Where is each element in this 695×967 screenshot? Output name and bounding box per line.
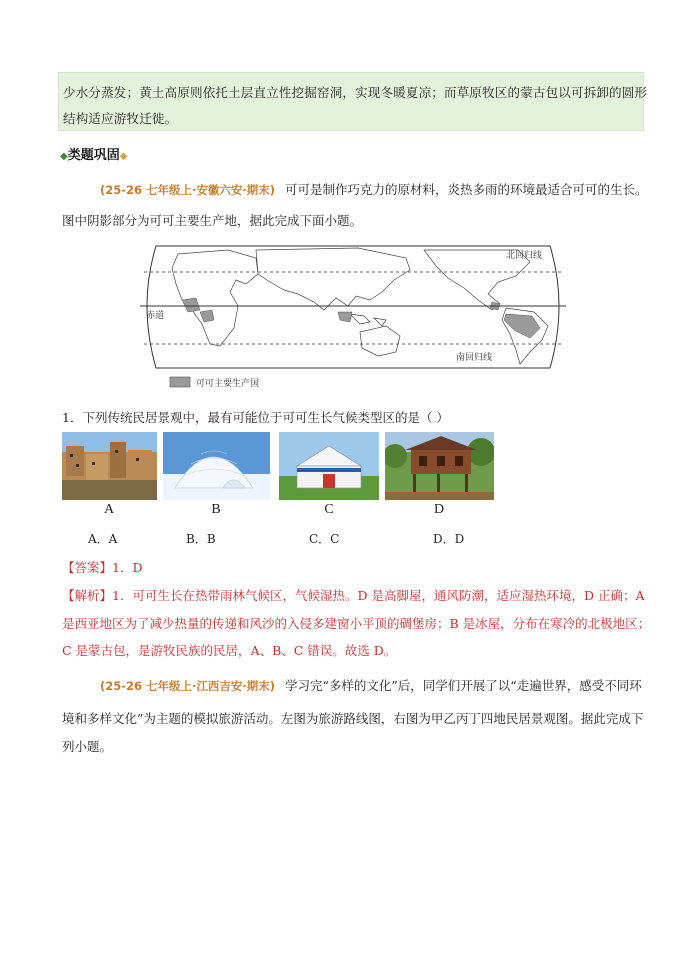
option-a[interactable]: A．A (88, 532, 118, 546)
question-intro-line-2: 图中阴影部分为可可主要生产地，据此完成下面小题。 (62, 213, 363, 228)
analysis-line-2: 是西亚地区为了减少热量的传递和风沙的入侵多建窗小平顶的碉堡房；B 是冰屋，分布在寒冷的北极地区； (62, 616, 651, 631)
photo-d-stilt-house (385, 432, 494, 500)
next-intro-line-1 (100, 676, 642, 694)
analysis-line-1 (62, 586, 645, 604)
next-source-tag: (25-26 七年级上·江西吉安·期末) (100, 679, 276, 693)
answer-text: 1．D (112, 560, 143, 575)
diamond-icon: ◆ (119, 151, 128, 162)
legend-label: 可可主要生产国 (196, 379, 260, 389)
analysis-tag: 【解析】 (62, 588, 113, 603)
intro-line-2: 结构适应游牧迁徙。 (63, 111, 178, 126)
section-heading (60, 144, 127, 163)
analysis-line-3: C 是蒙古包，是游牧民族的民居，A、B、C 错误。故选 D。 (62, 643, 397, 658)
tropic-north-label: 北回归线 (506, 251, 543, 261)
photo-c-yurt (279, 432, 379, 500)
photo-label-b: B (211, 502, 221, 517)
tropic-south-label: 南回归线 (456, 353, 493, 363)
photo-label-c: C (324, 502, 334, 517)
option-c[interactable]: C．C (309, 532, 340, 546)
intro-line-1: 少水分蒸发；黄土高原则依托土层直立性挖掘窑洞，实现冬暖夏凉；而草原牧区的蒙古包以可拆卸的圆形 (63, 85, 648, 100)
intro-box (58, 72, 648, 131)
equator-label: 赤道 (146, 311, 165, 321)
diamond-icon: ◆ (60, 151, 68, 162)
intro-text: 可可是制作巧克力的原材料，炎热多雨的环境最适合可可的生长。 (285, 182, 648, 197)
option-d[interactable]: D．D (433, 532, 465, 546)
source-tag: (25-26 七年级上·安徽六安·期末) (100, 183, 276, 197)
next-intro-line-3: 列小题。 (62, 739, 113, 754)
world-map (138, 240, 568, 395)
photo-b-igloo (163, 432, 270, 500)
section-heading-text: 类题巩固 (67, 148, 120, 163)
next-intro-line-2: 境和多样文化”为主题的模拟旅游活动。左图为旅游路线图，右图为甲乙丙丁四地民居景观图。据此完成下 (62, 711, 644, 726)
option-b[interactable]: B．B (186, 532, 216, 546)
photo-label-a: A (103, 502, 115, 517)
question-intro-line-1 (100, 180, 648, 198)
answer-line (62, 558, 143, 576)
analysis-text-1: 1．可可生长在热带雨林气候区，气候湿热。D 是高脚屋，通风防潮，适应湿热环境，D 正确；A (112, 588, 645, 603)
legend-swatch (170, 377, 190, 387)
photo-label-d: D (433, 502, 445, 517)
question-text: 1．下列传统民居景观中，最有可能位于可可生长气候类型区的是（ ） (62, 410, 449, 425)
answer-tag: 【答案】 (62, 560, 113, 575)
photo-a-fortress-houses (62, 432, 157, 500)
next-intro-text-1: 学习完“多样的文化”后，同学们开展了以“走遍世界，感受不同环 (285, 678, 642, 693)
